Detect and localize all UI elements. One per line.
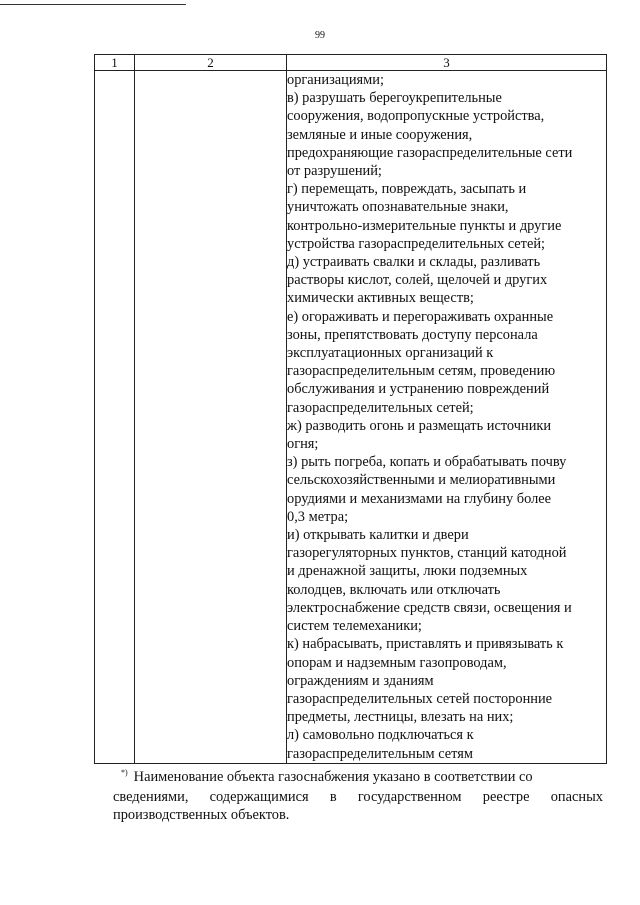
header-col-1: 1 [95, 55, 135, 71]
cell-col-3 [287, 71, 607, 764]
text-line: сельскохозяйственными и мелиоративными [287, 472, 556, 489]
text-line: 0,3 метра; [287, 508, 349, 525]
text-line: сооружения, водопропускные устройства, [287, 108, 545, 125]
text-line: д) устраивать свалки и склады, разливать [287, 254, 541, 271]
text-line: предохраняющие газораспределительные сети [287, 144, 573, 161]
text-line: газораспределительных сетей; [287, 399, 474, 416]
text-line: земляные и иные сооружения, [287, 126, 473, 143]
footnote-word: опасных [550, 789, 603, 806]
header-col-3: 3 [287, 55, 607, 71]
footnote-line-2 [113, 788, 603, 806]
text-line: от разрушений; [287, 163, 382, 180]
cell-col-1 [95, 71, 135, 764]
footnote-word: сведениями, [113, 789, 189, 806]
page-number: 99 [315, 30, 325, 41]
text-line: предметы, лестницы, влезать на них; [287, 709, 514, 726]
text-line: огня; [287, 436, 319, 453]
document-table [94, 54, 607, 764]
text-line: е) огораживать и перегораживать охранные [287, 308, 554, 325]
footnote-word: реестре [482, 789, 530, 806]
footnote-word: в [329, 789, 337, 806]
footnote [113, 768, 603, 825]
footnote-text-1: Наименование объекта газоснабжения указано в соответствии со [133, 769, 533, 785]
text-line: уничтожать опознавательные знаки, [287, 199, 509, 216]
footnote-line-1 [113, 768, 603, 788]
text-line: систем телемеханики; [287, 618, 422, 635]
text-line: растворы кислот, солей, щелочей и других [287, 272, 548, 289]
text-line: зоны, препятствовать доступу персонала [287, 326, 538, 343]
header-col-2: 2 [135, 55, 287, 71]
text-line: г) перемещать, повреждать, засыпать и [287, 181, 527, 198]
text-line: газорегуляторных пунктов, станций катодной [287, 545, 567, 562]
table-row [95, 71, 607, 764]
text-line: ограждениям и зданиям [287, 672, 434, 689]
table-header-row [95, 55, 607, 71]
text-line: газораспределительных сетей посторонние [287, 690, 553, 707]
footnote-word: государственном [357, 789, 462, 806]
text-line: химически активных веществ; [287, 290, 474, 307]
text-line: ж) разводить огонь и размещать источники [287, 417, 552, 434]
text-line: и дренажной защиты, люки подземных [287, 563, 528, 580]
footnote-word: содержащимися [209, 789, 309, 806]
text-line: контрольно-измерительные пункты и другие [287, 217, 562, 234]
text-line: опорам и надземным газопроводам, [287, 654, 507, 671]
text-line: к) набрасывать, приставлять и привязывать к [287, 636, 564, 653]
text-line: электроснабжение средств связи, освещения и [287, 599, 572, 616]
text-line: газораспределительным сетям [287, 745, 474, 762]
text-line: и) открывать калитки и двери [287, 527, 469, 544]
text-line: орудиями и механизмами на глубину более [287, 490, 552, 507]
footnote-mark: *) [121, 768, 128, 777]
text-line: организациями; [287, 72, 384, 88]
text-line: колодцев, включать или отключать [287, 581, 501, 598]
text-line: газораспределительным сетям, проведению [287, 363, 556, 380]
text-line: эксплуатационных организаций к [287, 345, 494, 362]
text-line: л) самовольно подключаться к [287, 727, 474, 744]
text-line: устройства газораспределительных сетей; [287, 235, 546, 252]
text-line: в) разрушать берегоукрепительные [287, 90, 502, 107]
text-line: обслуживания и устранению повреждений [287, 381, 550, 398]
top-rule [0, 4, 186, 5]
footnote-line-3: производственных объектов. [113, 807, 290, 824]
cell-col-2 [135, 71, 287, 764]
text-line: з) рыть погреба, копать и обрабатывать почву [287, 454, 567, 471]
